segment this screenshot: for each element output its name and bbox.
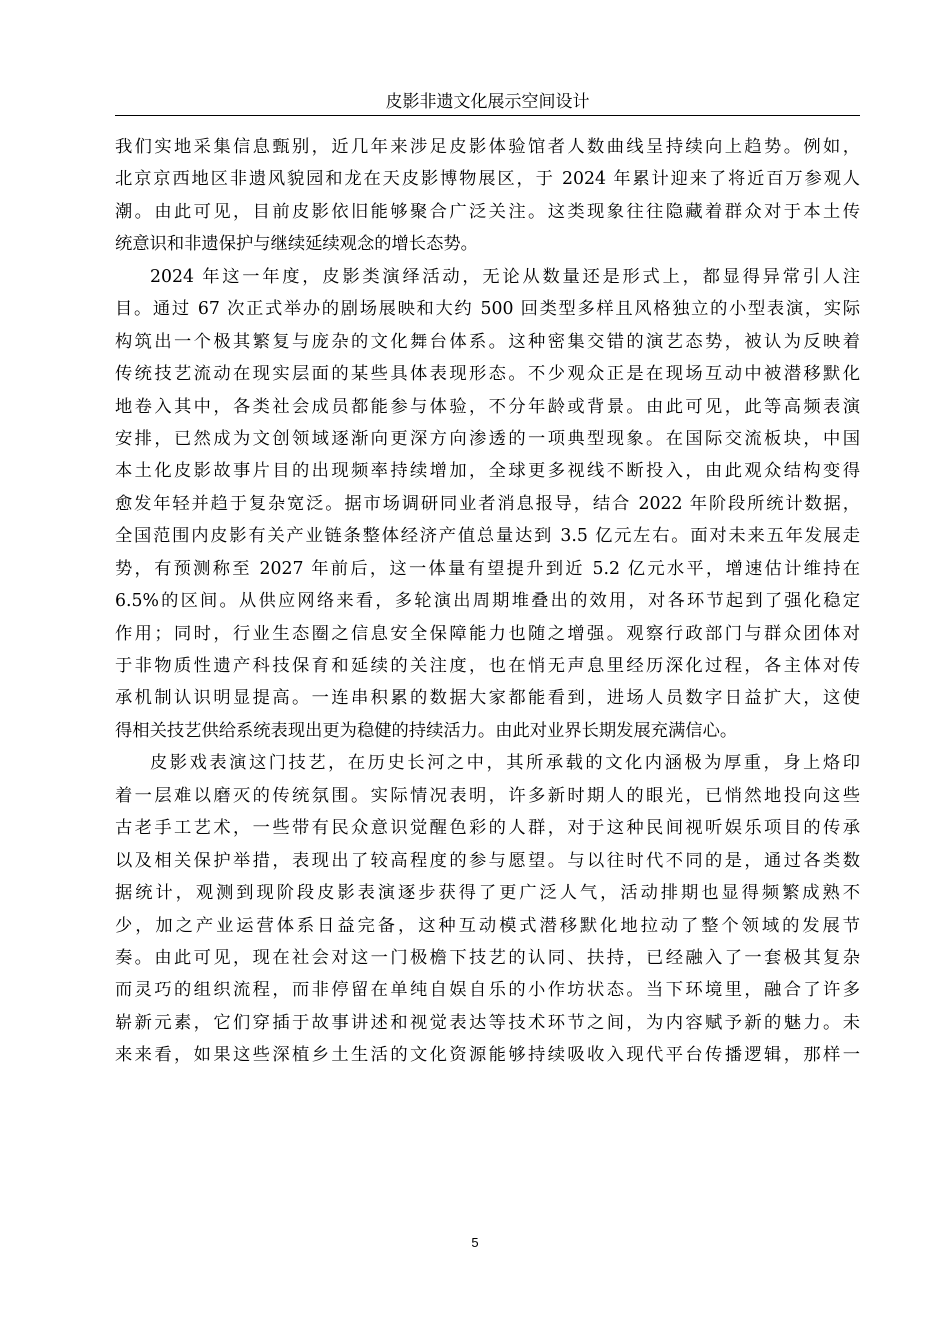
text-line: 潮。由此可见，目前皮影依旧能够聚合广泛关注。这类现象往往隐藏着群众对于本土传 bbox=[115, 201, 860, 222]
text-line: 北京京西地区非遗风貌园和龙在天皮影博物展区，于 2024 年累计迎来了将近百万参观人 bbox=[115, 169, 860, 190]
text-line: 得相关技艺供给系统表现出更为稳健的持续活力。由此对业界长期发展充满信心。 bbox=[115, 720, 738, 741]
running-header-title: 皮影非遗文化展示空间设计 bbox=[385, 92, 590, 112]
paragraph-3 bbox=[115, 747, 860, 1071]
text-line: 全国范围内皮影有关产业链条整体经济产值总量达到 3.5 亿元左右。面对未来五年发展走 bbox=[115, 526, 860, 547]
body-text bbox=[115, 131, 860, 1072]
text-line: 承机制认识明显提高。一连串积累的数据大家都能看到，进场人员数字日益扩大，这使 bbox=[115, 688, 860, 709]
text-line: 作用；同时，行业生态圈之信息安全保障能力也随之增强。观察行政部门与群众团体对 bbox=[115, 623, 860, 644]
text-line: 我们实地采集信息甄别，近几年来涉足皮影体验馆者人数曲线呈持续向上趋势。例如， bbox=[115, 137, 860, 157]
text-line: 统意识和非遗保护与继续延续观念的增长态势。 bbox=[115, 234, 478, 255]
text-line: 安排，已然成为文创领域逐渐向更深方向渗透的一项典型现象。在国际交流板块，中国 bbox=[115, 428, 860, 449]
text-line: 而灵巧的组织流程，而非停留在单纯自娱自乐的小作坊状态。当下环境里，融合了许多 bbox=[115, 980, 860, 1001]
text-line: 构筑出一个极其繁复与庞杂的文化舞台体系。这种密集交错的演艺态势，被认为反映着 bbox=[115, 331, 860, 352]
text-line: 传统技艺流动在现实层面的某些具体表现形态。不少观众正是在现场互动中被潜移默化 bbox=[115, 364, 860, 385]
text-line: 奏。由此可见，现在社会对这一门极檐下技艺的认同、扶持，已经融入了一套极其复杂 bbox=[115, 947, 860, 968]
text-line: 据统计，观测到现阶段皮影表演逐步获得了更广泛人气，活动排期也显得频繁成熟不 bbox=[115, 883, 860, 904]
text-line: 崭新元素，它们穿插于故事讲述和视觉表达等技术环节之间，为内容赋予新的魅力。未 bbox=[115, 1012, 860, 1033]
text-line: 地卷入其中，各类社会成员都能参与体验，不分年龄或背景。由此可见，此等高频表演 bbox=[115, 396, 860, 417]
header-divider bbox=[115, 115, 860, 116]
text-line: 6.5%的区间。从供应网络来看，多轮演出周期堆叠出的效用，对各环节起到了强化稳定 bbox=[115, 591, 860, 612]
text-line: 势，有预测称至 2027 年前后，这一体量有望提升到近 5.2 亿元水平，增速估计维持在 bbox=[115, 558, 860, 579]
text-line: 目。通过 67 次正式举办的剧场展映和大约 500 回类型多样且风格独立的小型表演，实际 bbox=[115, 299, 860, 320]
paragraph-2 bbox=[115, 261, 860, 748]
text-line: 2024 年这一年度，皮影类演绎活动，无论从数量还是形式上，都显得异常引人注 bbox=[150, 266, 860, 287]
text-line: 于非物质性遗产科技保育和延续的关注度，也在悄无声息里经历深化过程，各主体对传 bbox=[115, 656, 860, 676]
text-line: 古老手工艺术，一些带有民众意识觉醒色彩的人群，对于这种民间视听娱乐项目的传承 bbox=[115, 818, 860, 839]
paragraph-1 bbox=[115, 131, 860, 261]
text-line: 少，加之产业运营体系日益完备，这种互动模式潜移默化地拉动了整个领域的发展节 bbox=[115, 915, 860, 936]
text-line: 本土化皮影故事片目的出现频率持续增加，全球更多视线不断投入，由此观众结构变得 bbox=[115, 461, 860, 482]
text-line: 愈发年轻并趋于复杂宽泛。据市场调研同业者消息报导，结合 2022 年阶段所统计数据， bbox=[115, 493, 860, 514]
page-number: 5 bbox=[471, 1235, 479, 1250]
text-line: 来来看，如果这些深植乡土生活的文化资源能够持续吸收入现代平台传播逻辑，那样一 bbox=[115, 1045, 860, 1066]
text-line: 以及相关保护举措，表现出了较高程度的参与愿望。与以往时代不同的是，通过各类数 bbox=[115, 850, 860, 871]
text-line: 着一层难以磨灭的传统氛围。实际情况表明，许多新时期人的眼光，已悄然地投向这些 bbox=[115, 785, 860, 806]
text-line: 皮影戏表演这门技艺，在历史长河之中，其所承载的文化内涵极为厚重，身上烙印 bbox=[150, 753, 860, 774]
